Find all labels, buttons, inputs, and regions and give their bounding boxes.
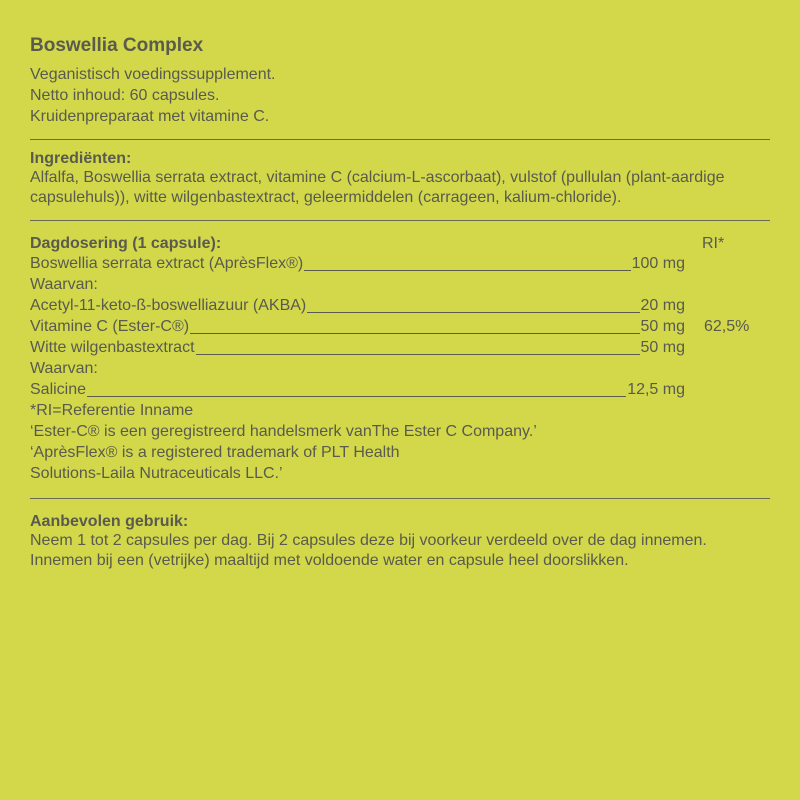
dosage-row-value: 12,5 mg — [627, 381, 685, 398]
dotted-leader — [307, 312, 639, 313]
product-line: Kruidenpreparaat met vitamine C. — [30, 108, 270, 125]
dosage-note: *RI=Referentie Inname — [30, 402, 194, 419]
dosage-row-label: Witte wilgenbastextract — [30, 339, 195, 356]
dosage-row — [30, 316, 750, 337]
dotted-leader — [87, 396, 626, 397]
dosage-note: ‘Ester-C® is een geregistreerd handelsmerk vanThe Ester C Company.’ — [30, 423, 537, 440]
dosage-row-value: 20 mg — [640, 297, 685, 314]
usage-heading: Aanbevolen gebruik: — [30, 513, 189, 530]
dosage-row-ri: 62,5% — [704, 318, 750, 335]
usage-text: Neem 1 tot 2 capsules per dag. Bij 2 capsules deze bij voorkeur verdeeld over de dag innemen. Innemen bij een (vetrijke) maaltijd met voldoende water en capsule heel doorslikken. — [30, 532, 707, 569]
dosage-row — [30, 274, 685, 295]
dosage-row — [30, 295, 685, 316]
dosage-row-label: Waarvan: — [30, 360, 98, 377]
dotted-leader — [304, 270, 630, 271]
dotted-leader — [196, 354, 640, 355]
product-title: Boswellia Complex — [30, 35, 204, 56]
product-intro — [30, 34, 770, 139]
dosage-row-label: Acetyl-11-keto-ß-boswelliazuur (AKBA) — [30, 297, 307, 314]
dosage-row — [30, 337, 685, 358]
dosage-row-value: 100 mg — [631, 255, 685, 272]
dosage-row — [30, 253, 685, 274]
dosage-row — [30, 379, 685, 400]
ingredients-text: Alfalfa, Boswellia serrata extract, vitamine C (calcium-L-ascorbaat), vulstof (pullulan (plant-aardige capsulehuls)), witte wilgenbastextract, geleermiddelen (carrageen, kalium-chloride). — [30, 169, 725, 206]
dosage-row-label: Waarvan: — [30, 276, 98, 293]
dosage-row-label: Salicine — [30, 381, 87, 398]
dosage-row-label: Boswellia serrata extract (AprèsFlex®) — [30, 255, 304, 272]
dosage-section — [30, 221, 770, 498]
dosage-row-value: 50 mg — [640, 339, 685, 356]
ingredients-section — [30, 140, 770, 220]
usage-section — [30, 499, 770, 571]
dosage-row-label: Vitamine C (Ester-C®) — [30, 318, 190, 335]
product-line: Netto inhoud: 60 capsules. — [30, 87, 220, 104]
dosage-heading: Dagdosering (1 capsule): — [30, 235, 222, 252]
dosage-row-value: 50 mg — [640, 318, 685, 335]
dosage-note: ‘AprèsFlex® is a registered trademark of PLT Health — [30, 444, 400, 461]
ri-heading: RI* — [702, 235, 725, 252]
dotted-leader — [190, 333, 639, 334]
dosage-note: Solutions-Laila Nutraceuticals LLC.’ — [30, 465, 283, 482]
ingredients-heading: Ingrediënten: — [30, 150, 132, 167]
product-line: Veganistisch voedingssupplement. — [30, 66, 276, 83]
dosage-row — [30, 358, 685, 379]
